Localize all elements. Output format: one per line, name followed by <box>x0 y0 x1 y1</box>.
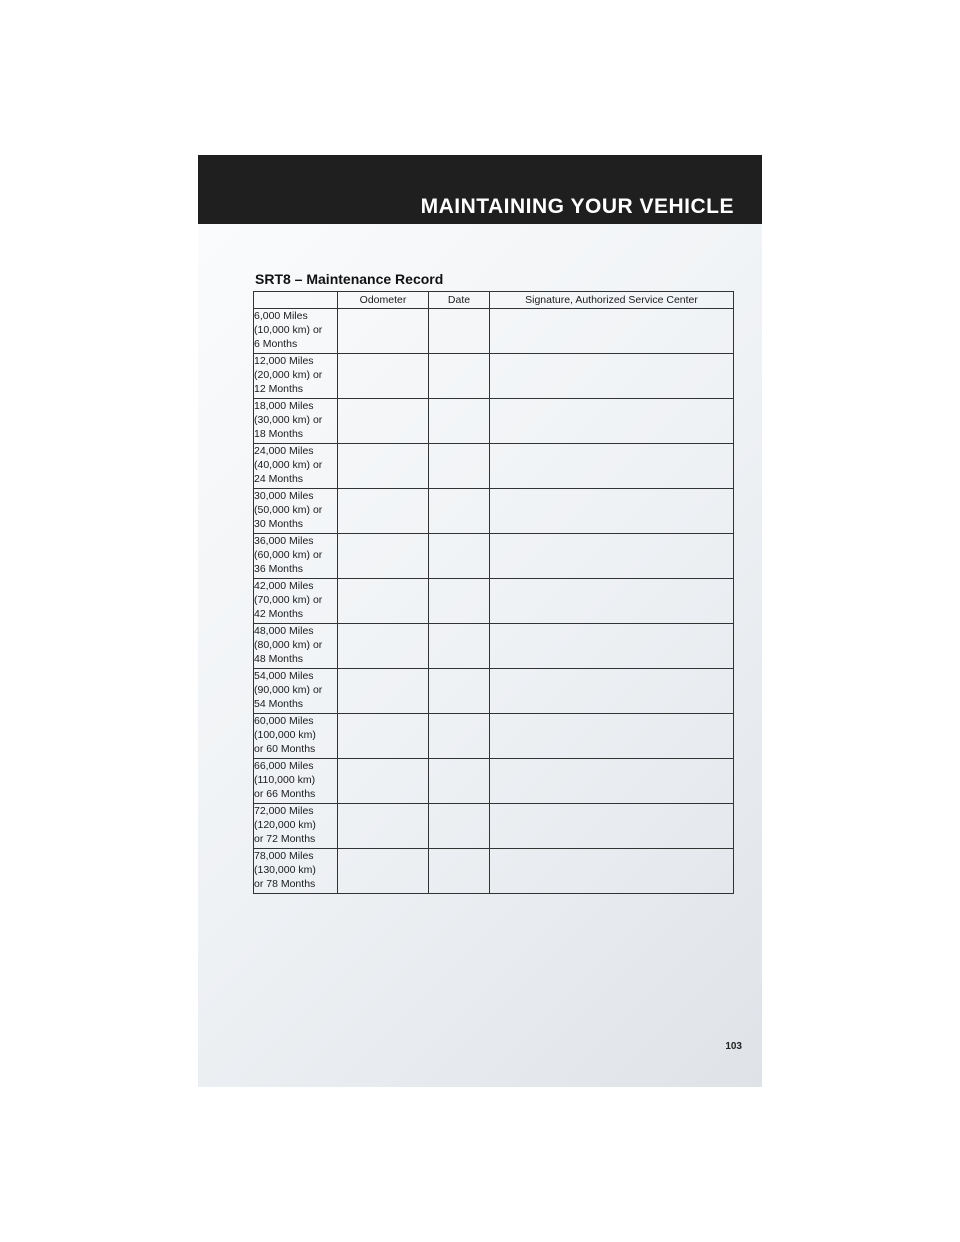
header-date: Date <box>429 292 490 309</box>
date-cell[interactable] <box>429 399 490 444</box>
date-cell[interactable] <box>429 489 490 534</box>
signature-cell[interactable] <box>490 759 734 804</box>
date-cell[interactable] <box>429 759 490 804</box>
table-row <box>254 669 734 714</box>
date-cell[interactable] <box>429 354 490 399</box>
odometer-cell[interactable] <box>338 849 429 894</box>
header-odometer: Odometer <box>338 292 429 309</box>
interval-cell: 36,000 Miles (60,000 km) or 36 Months <box>254 534 338 579</box>
section-title: SRT8 – Maintenance Record <box>255 271 444 287</box>
interval-cell: 24,000 Miles (40,000 km) or 24 Months <box>254 444 338 489</box>
date-cell[interactable] <box>429 309 490 354</box>
signature-cell[interactable] <box>490 714 734 759</box>
odometer-cell[interactable] <box>338 444 429 489</box>
table-row <box>254 399 734 444</box>
signature-cell[interactable] <box>490 489 734 534</box>
interval-cell: 30,000 Miles (50,000 km) or 30 Months <box>254 489 338 534</box>
signature-cell[interactable] <box>490 309 734 354</box>
table-row <box>254 534 734 579</box>
manual-page <box>198 155 762 1087</box>
table-row <box>254 579 734 624</box>
signature-cell[interactable] <box>490 669 734 714</box>
signature-cell[interactable] <box>490 804 734 849</box>
table-row <box>254 624 734 669</box>
odometer-cell[interactable] <box>338 624 429 669</box>
header-title: MAINTAINING YOUR VEHICLE <box>420 195 734 218</box>
interval-cell: 72,000 Miles (120,000 km) or 72 Months <box>254 804 338 849</box>
table-row <box>254 309 734 354</box>
page-number: 103 <box>725 1041 742 1052</box>
odometer-cell[interactable] <box>338 804 429 849</box>
signature-cell[interactable] <box>490 534 734 579</box>
date-cell[interactable] <box>429 444 490 489</box>
odometer-cell[interactable] <box>338 579 429 624</box>
header-signature: Signature, Authorized Service Center <box>490 292 734 309</box>
table-row <box>254 354 734 399</box>
table-row <box>254 759 734 804</box>
signature-cell[interactable] <box>490 849 734 894</box>
interval-cell: 54,000 Miles (90,000 km) or 54 Months <box>254 669 338 714</box>
signature-cell[interactable] <box>490 399 734 444</box>
table-row <box>254 804 734 849</box>
date-cell[interactable] <box>429 804 490 849</box>
interval-cell: 60,000 Miles (100,000 km) or 60 Months <box>254 714 338 759</box>
date-cell[interactable] <box>429 534 490 579</box>
maintenance-record-table <box>253 291 734 894</box>
odometer-cell[interactable] <box>338 669 429 714</box>
odometer-cell[interactable] <box>338 309 429 354</box>
odometer-cell[interactable] <box>338 534 429 579</box>
odometer-cell[interactable] <box>338 354 429 399</box>
odometer-cell[interactable] <box>338 759 429 804</box>
date-cell[interactable] <box>429 624 490 669</box>
interval-cell: 66,000 Miles (110,000 km) or 66 Months <box>254 759 338 804</box>
interval-cell: 6,000 Miles (10,000 km) or 6 Months <box>254 309 338 354</box>
interval-cell: 42,000 Miles (70,000 km) or 42 Months <box>254 579 338 624</box>
date-cell[interactable] <box>429 669 490 714</box>
interval-cell: 12,000 Miles (20,000 km) or 12 Months <box>254 354 338 399</box>
table-row <box>254 849 734 894</box>
date-cell[interactable] <box>429 714 490 759</box>
interval-cell: 78,000 Miles (130,000 km) or 78 Months <box>254 849 338 894</box>
header-bar <box>198 155 762 224</box>
signature-cell[interactable] <box>490 354 734 399</box>
table-row <box>254 489 734 534</box>
interval-cell: 48,000 Miles (80,000 km) or 48 Months <box>254 624 338 669</box>
signature-cell[interactable] <box>490 444 734 489</box>
table-header-row <box>254 292 734 309</box>
interval-cell: 18,000 Miles (30,000 km) or 18 Months <box>254 399 338 444</box>
signature-cell[interactable] <box>490 624 734 669</box>
date-cell[interactable] <box>429 579 490 624</box>
odometer-cell[interactable] <box>338 399 429 444</box>
odometer-cell[interactable] <box>338 714 429 759</box>
odometer-cell[interactable] <box>338 489 429 534</box>
table-row <box>254 714 734 759</box>
header-interval <box>254 292 338 309</box>
signature-cell[interactable] <box>490 579 734 624</box>
date-cell[interactable] <box>429 849 490 894</box>
table-row <box>254 444 734 489</box>
